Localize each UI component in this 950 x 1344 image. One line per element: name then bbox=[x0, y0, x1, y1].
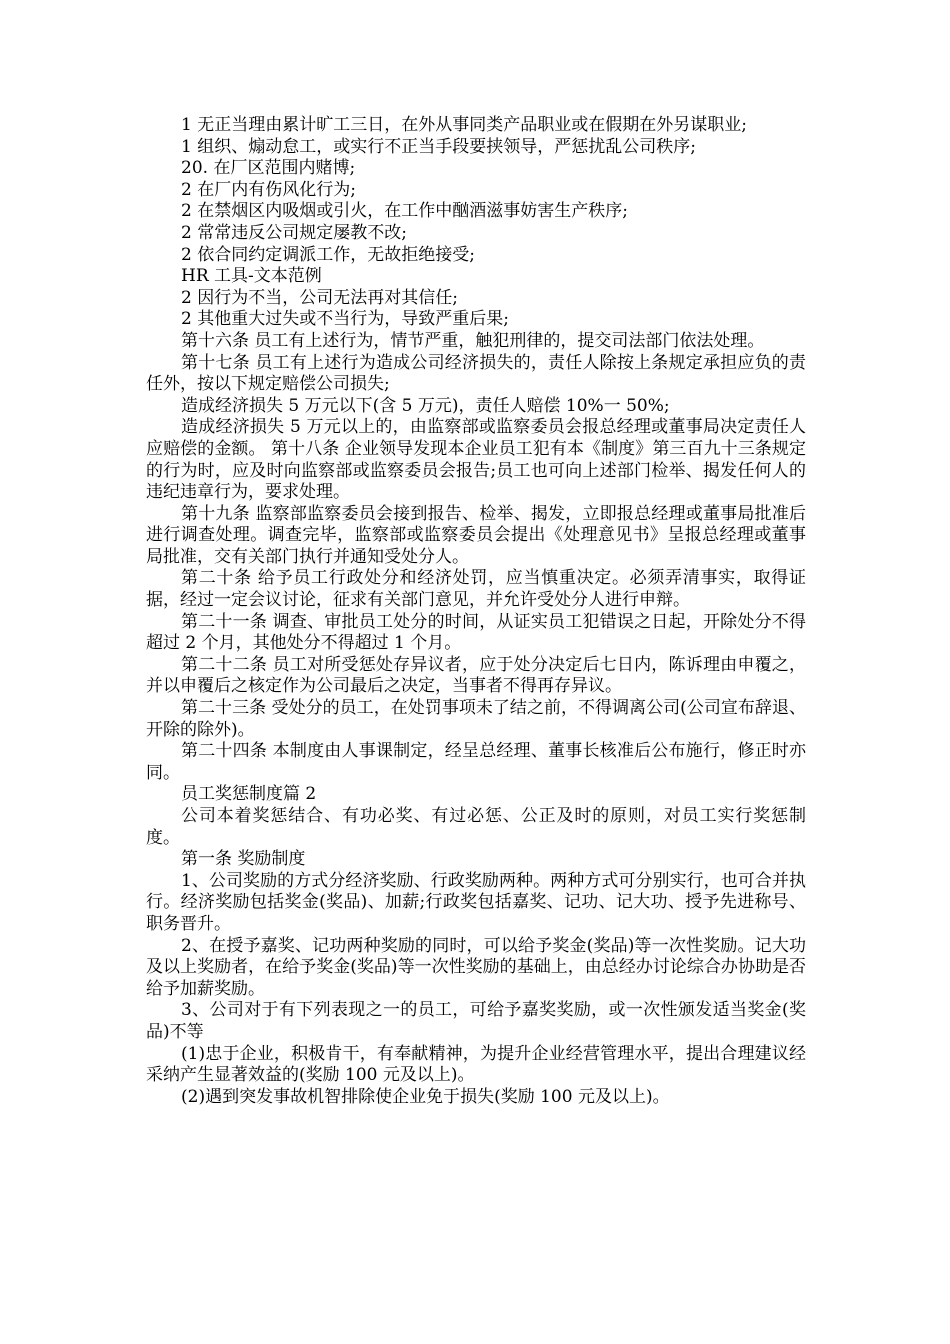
paragraph: 3、公司对于有下列表现之一的员工，可给予嘉奖奖励，或一次性颁发适当奖金(奖品)不等 bbox=[146, 1000, 806, 1042]
paragraph: (2)遇到突发事故机智排除使企业免于损失(奖励 100 元及以上)。 bbox=[181, 1086, 670, 1107]
paragraph: 2 依合同约定调派工作，无故拒绝接受; bbox=[181, 244, 475, 265]
paragraph: 2、在授予嘉奖、记功两种奖励的同时，可以给予奖金(奖品)等一次性奖励。记大功及以上奖励者，在给予奖金(奖品)等一次性奖励的基础上，由总经办讨论综合办协助是否给予加薪奖励。 bbox=[146, 935, 806, 999]
paragraph: 2 常常违反公司规定屡教不改; bbox=[181, 222, 407, 243]
paragraph: HR 工具-文本范例 bbox=[181, 266, 322, 287]
paragraph: 1、公司奖励的方式分经济奖励、行政奖励两种。两种方式可分别实行，也可合并执行。经济奖励包括奖金(奖品)、加薪;行政奖包括嘉奖、记功、记大功、授予先进称号、职务晋升。 bbox=[146, 870, 806, 934]
paragraph: 2 在禁烟区内吸烟或引火，在工作中酗酒滋事妨害生产秩序; bbox=[181, 201, 628, 222]
document-body bbox=[146, 115, 806, 1108]
paragraph: 第二十二条 员工对所受惩处存异议者，应于处分决定后七日内，陈诉理由申覆之，并以申覆后之核定作为公司最后之决定，当事者不得再存异议。 bbox=[146, 654, 806, 697]
paragraph: 20. 在厂区范围内赌博; bbox=[181, 158, 356, 179]
paragraph: 第二十一条 调查、审批员工处分的时间，从证实员工犯错误之日起，开除处分不得超过 2 个月，其他处分不得超过 1 个月。 bbox=[146, 611, 806, 654]
paragraph: 1 组织、煽动怠工，或实行不正当手段要挟领导，严惩扰乱公司秩序; bbox=[181, 136, 696, 157]
paragraph: 公司本着奖惩结合、有功必奖、有过必惩、公正及时的原则，对员工实行奖惩制度。 bbox=[146, 806, 806, 848]
paragraph: 2 因行为不当，公司无法再对其信任; bbox=[181, 287, 458, 308]
paragraph: 1 无正当理由累计旷工三日，在外从事同类产品职业或在假期在外另谋职业; bbox=[181, 115, 747, 135]
section-heading: 员工奖惩制度篇 2 bbox=[181, 784, 317, 805]
paragraph: 造成经济损失 5 万元以下(含 5 万元)，责任人赔偿 10%一 50%; bbox=[181, 395, 670, 416]
paragraph: 第十六条 员工有上述行为，情节严重，触犯刑律的，提交司法部门依法处理。 bbox=[181, 330, 765, 351]
paragraph: 第二十条 给予员工行政处分和经济处罚，应当慎重决定。必须弄清事实，取得证据，经过一定会议讨论，征求有关部门意见，并允许受处分人进行申辩。 bbox=[146, 568, 806, 611]
paragraph: 造成经济损失 5 万元以上的，由监察部或监察委员会报总经理或董事局决定责任人应赔偿的金额。 第十八条 企业领导发现本企业员工犯有本《制度》第三百九十三条规定的行为时，应及时向监察部或监察委员会报告;员工也可向上述部门检举、揭发任何人的违纪违章行为，要求处理。 bbox=[146, 417, 806, 503]
paragraph: 第十九条 监察部监察委员会接到报告、检举、揭发，立即报总经理或董事局批准后进行调查处理。调查完毕，监察部或监察委员会提出《处理意见书》呈报总经理或董事局批准，交有关部门执行并通知受处分人。 bbox=[146, 503, 806, 567]
paragraph: 第一条 奖励制度 bbox=[181, 849, 306, 870]
paragraph: 第二十四条 本制度由人事课制定，经呈总经理、董事长核准后公布施行，修正时亦同。 bbox=[146, 741, 806, 783]
paragraph: (1)忠于企业，积极肯干，有奉献精神，为提升企业经营管理水平，提出合理建议经采纳产生显著效益的(奖励 100 元及以上)。 bbox=[146, 1043, 806, 1086]
paragraph: 第二十三条 受处分的员工，在处罚事项未了结之前，不得调离公司(公司宣布辞退、开除的除外)。 bbox=[146, 698, 806, 740]
paragraph: 2 其他重大过失或不当行为，导致严重后果; bbox=[181, 309, 509, 330]
paragraph: 2 在厂内有伤风化行为; bbox=[181, 179, 356, 200]
paragraph: 第十七条 员工有上述行为造成公司经济损失的，责任人除按上条规定承担应负的责任外，按以下规定赔偿公司损失; bbox=[146, 352, 806, 395]
